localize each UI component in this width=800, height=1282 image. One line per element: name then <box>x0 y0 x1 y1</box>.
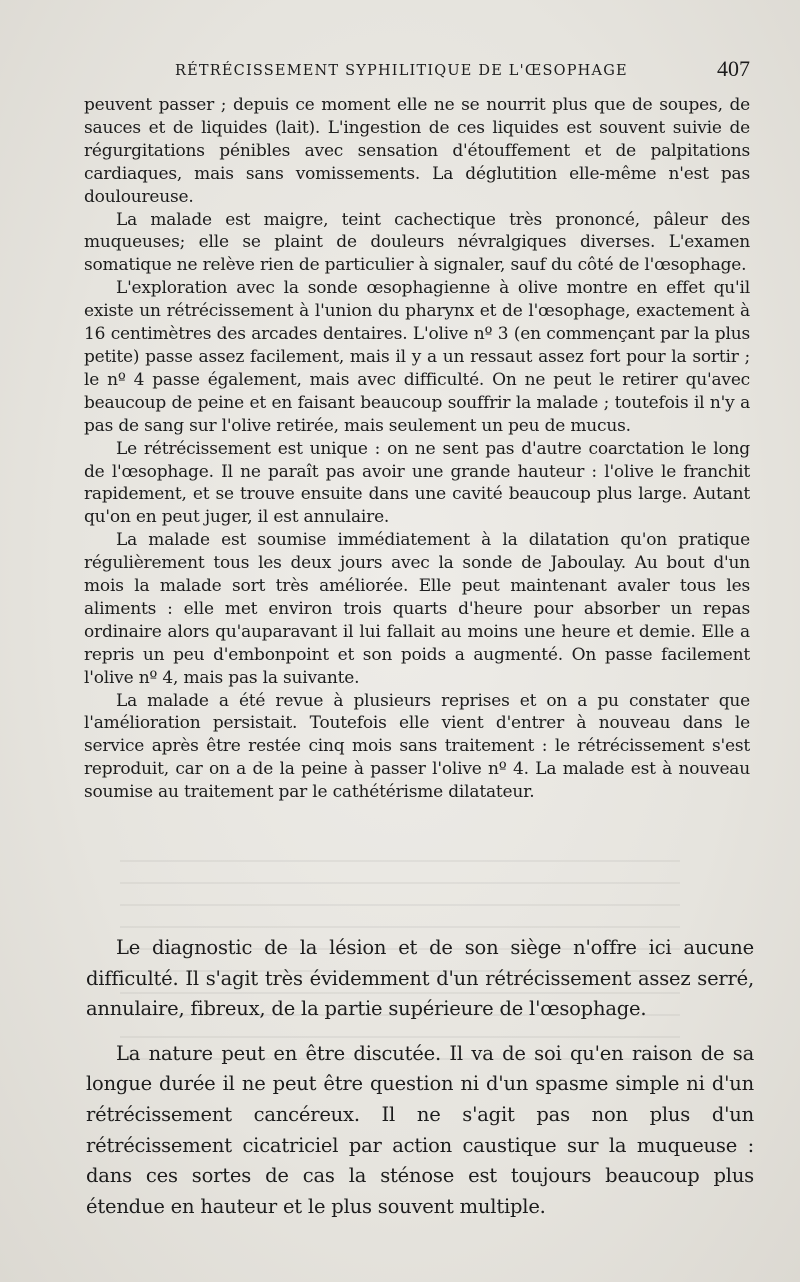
observation-paragraph-1: peuvent passer ; depuis ce moment elle ne se nourrit plus que de soupes, de sauces et de liquides (lait). L'ingestion de ces liquides est souvent suivie de régurgitations pénibles avec sensation d'étouffement et de palpitations cardiaques, mais sans vomissements. La déglutition elle-même n'est pas douloureuse. <box>84 95 750 207</box>
running-title: RÉTRÉCISSEMENT SYPHILITIQUE DE L'ŒSOPHAGE <box>175 63 628 79</box>
discussion-paragraph-1: Le diagnostic de la lésion et de son siège n'offre ici aucune difficulté. Il s'agit très évidemment d'un rétrécissement assez serré, annulaire, fibreux, de la partie supérieure de l'œsophage. <box>86 936 754 1021</box>
discussion-paragraph-2: La nature peut en être discutée. Il va de soi qu'en raison de sa longue durée il ne peut être question ni d'un spasme simple ni d'un rétrécissement cancéreux. Il ne s'agit pas non plus d'un rétrécissement cicatriciel par action caustique sur la muqueuse : dans ces sortes de cas la sténose est toujours beaucoup plus étendue en hauteur et le plus souvent multiple. <box>86 1041 754 1218</box>
page-number: 407 <box>717 56 750 81</box>
observation-paragraph-6: La malade a été revue à plusieurs reprises et on a pu constater que l'amélioration persistait. Toutefois elle vient d'entrer à nouveau dans le service après être restée cinq mois sans traitement : le rétrécissement s'est reproduit, car on a de la peine à passer l'olive nº 4. La malade est à nouveau soumise au traitement par le cathétérisme dilatateur. <box>84 690 750 803</box>
observation-paragraph-2: La malade est maigre, teint cachectique très prononcé, pâleur des muqueuses; elle se plaint de douleurs névralgiques diverses. L'examen somatique ne relève rien de particulier à signaler, sauf du côté de l'œsophage. <box>84 209 750 276</box>
case-observation <box>84 94 750 804</box>
discussion-text <box>86 933 754 1236</box>
observation-paragraph-4: Le rétrécissement est unique : on ne sent pas d'autre coarctation le long de l'œsophage. Il ne paraît pas avoir une grande hauteur : l'olive le franchit rapidement, et se trouve ensuite dans une cavité beaucoup plus large. Autant qu'on en peut juger, il est annulaire. <box>84 438 750 528</box>
observation-paragraph-5: La malade est soumise immédiatement à la dilatation qu'on pratique régulièrement tous les deux jours avec la sonde de Jaboulay. Au bout d'un mois la malade sort très améliorée. Elle peut maintenant avaler tous les aliments : elle met environ trois quarts d'heure pour absorber un repas ordinaire alors qu'auparavant il lui fallait au moins une heure et demie. Elle a repris un peu d'embonpoint et son poids a augmenté. On passe facilement l'olive nº 4, mais pas la suivante. <box>84 530 750 688</box>
observation-paragraph-3: L'exploration avec la sonde œsophagienne à olive montre en effet qu'il existe un rétrécissement à l'union du pharynx et de l'œsophage, exactement à 16 centimètres des arcades dentaires. L'olive nº 3 (en commençant par la plus petite) passe assez facilement, mais il y a un ressaut assez fort pour la sortir ; le nº 4 passe également, mais avec difficulté. On ne peut le retirer qu'avec beaucoup de peine et en faisant beaucoup souffrir la malade ; toutefois il n'y a pas de sang sur l'olive retirée, mais seulement un peu de mucus. <box>84 278 750 436</box>
running-head <box>80 54 750 84</box>
